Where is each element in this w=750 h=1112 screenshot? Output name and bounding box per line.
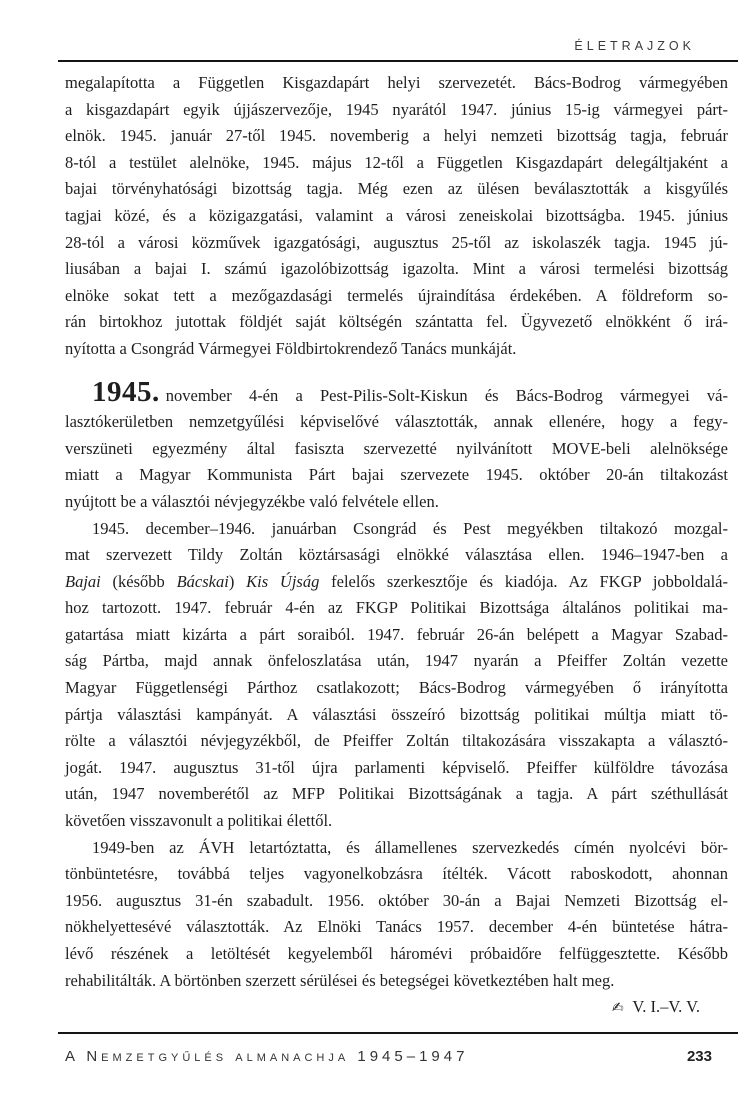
- text-line: [65, 516, 728, 543]
- italic-title: Bajai: [65, 571, 101, 591]
- text-line: [65, 462, 728, 489]
- text-line: [65, 409, 728, 436]
- paragraph: [65, 516, 728, 835]
- italic-title: Bácskai: [176, 571, 229, 591]
- text-line: [65, 176, 728, 203]
- text-segment: megalapította a Független Kisgazdapárt helyi szervezetét. Bács-Bodrog vármegyében: [65, 73, 728, 92]
- text-segment: rán birtokhoz jutottak földjét saját költségén szántatta fel. Ügyvezető elnökként ő irá-: [65, 312, 728, 332]
- text-segment: gatartása miatt kizárta a párt soraiból. 1947. február 26-án belépett a Magyar Szabad-: [65, 624, 728, 644]
- text-line: [65, 309, 728, 336]
- text-line: [65, 150, 728, 177]
- text-line: [65, 622, 728, 649]
- page-number: 233: [686, 1048, 712, 1065]
- text-segment: tagjai közé, és a közigazgatási, valamint a városi zeneiskolai bizottságba. 1945. június: [65, 205, 728, 225]
- text-segment: 8-tól a testület alelnöke, 1945. május 12-től a Független Kisgazdapárt delegáltjaként a: [65, 152, 728, 172]
- page-footer: [65, 1048, 712, 1065]
- text-line: [65, 97, 728, 124]
- text-line: [65, 702, 728, 729]
- text-segment: 1956. augusztus 31-én szabadult. 1956. október 30-án a Bajai Nemzeti Bizottság el-: [65, 890, 728, 910]
- header-rule: [58, 60, 738, 62]
- text-line: [65, 203, 728, 230]
- text-segment: liusában a bajai I. számú igazolóbizottság igazolta. Mint a városi termelési bizottság: [65, 259, 728, 279]
- text-segment: 1945. december–1946. januárban Csongrád és Pest megyékben tiltakozó mozgal-: [92, 518, 728, 538]
- text-line: [65, 489, 728, 516]
- text-line: [65, 542, 728, 569]
- text-line: [65, 336, 728, 363]
- text-line: [65, 648, 728, 675]
- text-line: [65, 595, 728, 622]
- text-line: [65, 728, 728, 755]
- text-segment: verszüneti egyezmény által fasiszta szervezetté nyilvánított MOVE-beli alelnöksége: [65, 438, 728, 458]
- running-header: [58, 39, 695, 53]
- text-segment: tönbüntetésre, továbbá teljes vagyonelkobzásra ítélték. Vácott raboskodott, ahonnan: [65, 864, 728, 884]
- text-segment: nyította a Csongrád Vármegyei Földbirtokrendező Tanács munkáját.: [65, 338, 517, 358]
- text-line: [65, 941, 728, 968]
- text-segment: hoz tartozott. 1947. február 4-én az FKGP Politikai Bizottsága általános politikai ma-: [65, 598, 728, 618]
- signature-line: [65, 994, 728, 1022]
- text-line: [65, 914, 728, 941]
- paragraph: [65, 375, 728, 516]
- text-line: [65, 808, 728, 835]
- text-line: [65, 781, 728, 808]
- text-segment: Magyar Függetlenségi Párthoz csatlakozott; Bács-Bodrog vármegyében ő irányította: [65, 678, 728, 698]
- text-line: [65, 123, 728, 150]
- text-segment: lévő részének a letöltését kegyelemből háromévi próbaidőre felfüggesztette. Később: [65, 944, 728, 963]
- year-numeral: 1945.: [92, 375, 160, 408]
- text-segment: követően visszavonult a politikai élettől.: [65, 811, 333, 831]
- text-segment: ság Pártba, majd annak önfeloszlatása után, 1947 nyarán a Pfeiffer Zoltán vezette: [65, 651, 728, 671]
- text-segment: nyújtott be a választói névjegyzékbe való felvétele ellen.: [65, 491, 439, 511]
- text-line: [65, 283, 728, 310]
- pen-icon: ✍: [611, 1000, 624, 1017]
- text-line: [65, 436, 728, 463]
- footer-rule: [58, 1032, 738, 1034]
- text-segment: a kisgazdapárt egyik újjászervezője, 1945 nyarától 1947. június 15-ig vármegyei párt-: [65, 99, 728, 119]
- author-initials: V. I.–V. V.: [632, 997, 700, 1017]
- text-segment: miatt a Magyar Kommunista Párt bajai szervezete 1945. október 20-án tiltakozást: [65, 465, 728, 485]
- text-segment: elnök. 1945. január 27-től 1945. novemberig a helyi nemzeti bizottság tagja, február: [65, 126, 728, 146]
- text-segment: felelős szerkesztője és kiadója. Az FKGP jobboldalá-: [319, 571, 728, 591]
- text-segment: rehabilitálták. A börtönben szerzett sérülései és betegségei következtében halt meg.: [65, 970, 615, 990]
- text-segment: 28-tól a városi közművek igazgatósági, augusztus 25-től az iskolaszék tagja. 1945 jú-: [65, 232, 728, 252]
- text-segment: mat szervezett Tildy Zoltán köztársasági elnökké választása ellen. 1946–1947-ben a: [65, 545, 728, 565]
- section-label: ÉLETRAJZOK: [574, 39, 695, 53]
- paragraph: [65, 70, 728, 363]
- text-segment: ): [228, 571, 247, 591]
- body-text: [65, 70, 728, 994]
- text-segment: elnöke sokat tett a mezőgazdasági termelés újraindítása érdekében. A földreform so-: [65, 285, 728, 305]
- body-column: [65, 70, 728, 1022]
- text-segment: rölte a választói névjegyzékből, de Pfeiffer Zoltán tiltakozására visszakapta a választó-: [65, 731, 728, 751]
- text-segment: pártja választási kampányát. A választási összeíró bizottság politikai múltja miatt tö-: [65, 704, 728, 724]
- text-line: [65, 755, 728, 782]
- text-line: [65, 888, 728, 915]
- text-segment: november 4-én a Pest-Pilis-Solt-Kiskun és Bács-Bodrog vármegyei vá-: [165, 385, 728, 405]
- text-segment: (később: [100, 571, 177, 591]
- italic-title: Kis Újság: [246, 571, 320, 591]
- text-segment: nökhelyettesévé választották. Az Elnöki Tanács 1957. december 4-én büntetése hátra-: [65, 917, 728, 937]
- text-line: [65, 230, 728, 257]
- book-title: A Nemzetgyűlés almanachja 1945–1947: [65, 1048, 469, 1065]
- text-line: [65, 835, 728, 862]
- text-segment: lasztókerületben nemzetgyűlési képviselővé választották, annak ellenére, hogy a fegy-: [65, 412, 728, 432]
- text-line: [65, 375, 728, 410]
- paragraph: [65, 835, 728, 995]
- text-line: [65, 861, 728, 888]
- text-line: [65, 256, 728, 283]
- text-line: [65, 70, 728, 97]
- text-segment: után, 1947 novemberétől az MFP Politikai Bizottságának a tagja. A párt széthullását: [65, 784, 728, 804]
- text-line: [65, 675, 728, 702]
- text-line: [65, 968, 728, 995]
- text-segment: jogát. 1947. augusztus 31-től újra parlamenti képviselő. Pfeiffer külföldre távozása: [65, 757, 728, 777]
- text-segment: bajai törvényhatósági bizottság tagja. Még ezen az ülésen beválasztották a kisgyűlés: [65, 179, 728, 199]
- text-segment: 1949-ben az ÁVH letartóztatta, és államellenes szervezkedés címén nyolcévi bör-: [92, 837, 728, 857]
- text-line: [65, 569, 728, 596]
